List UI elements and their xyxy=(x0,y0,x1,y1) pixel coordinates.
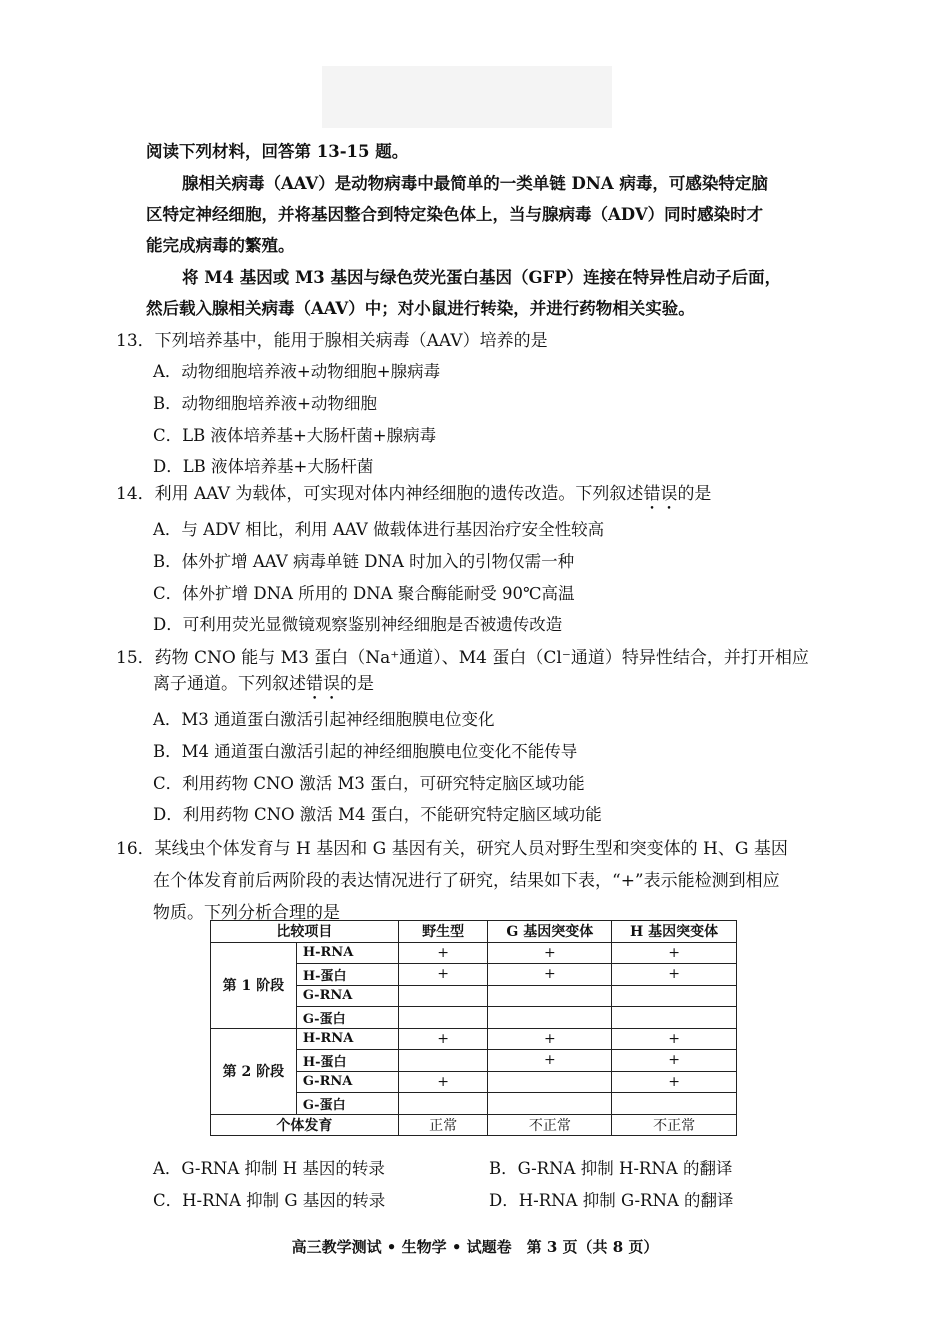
q14-stem-pre: 14．利用 AAV 为载体，可实现对体内神经细胞的遗传改造。下列叙述 xyxy=(116,484,644,504)
header-g-mutant: G 基因突变体 xyxy=(488,921,612,943)
intro-paragraph2-line2: 然后载入腺相关病毒（AAV）中；对小鼠进行转染，并进行药物相关实验。 xyxy=(146,299,695,318)
q16-stem-line2: 在个体发育前后两阶段的表达情况进行了研究，结果如下表，“+”表示能检测到相应 xyxy=(153,871,780,891)
q16-option-c: C．H-RNA 抑制 G 基因的转录 xyxy=(153,1191,386,1210)
cell-wildtype: 正常 xyxy=(398,1114,488,1136)
row-item: H-RNA xyxy=(296,942,398,964)
q15-stem-pre: 离子通道。下列叙述 xyxy=(153,674,306,694)
row-item: H-蛋白 xyxy=(296,964,398,986)
header-h-mutant: H 基因突变体 xyxy=(612,921,737,943)
cell-h-mutant: + xyxy=(612,1071,737,1093)
row-item: G-蛋白 xyxy=(296,1093,398,1115)
cell-g-mutant: + xyxy=(488,1050,612,1072)
q14-option-d: D．可利用荧光显微镜观察鉴别神经细胞是否被遗传改造 xyxy=(153,615,563,634)
q14-stem-post: 的是 xyxy=(677,484,712,504)
cell-g-mutant xyxy=(488,1093,612,1115)
q13-stem: 13．下列培养基中，能用于腺相关病毒（AAV）培养的是 xyxy=(116,331,548,351)
cell-g-mutant xyxy=(488,1071,612,1093)
row-item: G-RNA xyxy=(296,1071,398,1093)
stage-2-label: 第 2 阶段 xyxy=(211,1028,297,1114)
page-footer: 高三教学测试 • 生物学 • 试题卷 第 3 页（共 8 页） xyxy=(291,1238,659,1256)
cell-h-mutant: + xyxy=(612,942,737,964)
q15-stem-line2 xyxy=(153,669,374,704)
cell-wildtype xyxy=(398,1050,488,1072)
cell-g-mutant xyxy=(488,985,612,1007)
intro-paragraph1-line1: 腺相关病毒（AAV）是动物病毒中最简单的一类单链 DNA 病毒，可感染特定脑 xyxy=(182,174,768,193)
q13-option-d: D．LB 液体培养基+大肠杆菌 xyxy=(153,457,374,476)
cell-h-mutant: + xyxy=(612,1028,737,1050)
cell-h-mutant: + xyxy=(612,1050,737,1072)
cell-h-mutant xyxy=(612,1093,737,1115)
header-item: 比较项目 xyxy=(211,921,399,943)
header-wildtype: 野生型 xyxy=(398,921,488,943)
table-row xyxy=(211,1028,737,1050)
q14-option-a: A．与 ADV 相比，利用 AAV 做载体进行基因治疗安全性较高 xyxy=(153,520,605,539)
cell-wildtype: + xyxy=(398,964,488,986)
q13-option-c: C．LB 液体培养基+大肠杆菌+腺病毒 xyxy=(153,426,437,445)
intro-heading: 阅读下列材料，回答第 13-15 题。 xyxy=(146,142,409,161)
cell-h-mutant xyxy=(612,985,737,1007)
intro-paragraph2-line1: 将 M4 基因或 M3 基因与绿色荧光蛋白基因（GFP）连接在特异性启动子后面， xyxy=(182,268,782,287)
q15-option-d: D．利用药物 CNO 激活 M4 蛋白，不能研究特定脑区域功能 xyxy=(153,805,602,824)
cell-g-mutant: 不正常 xyxy=(488,1114,612,1136)
q15-option-a: A．M3 通道蛋白激活引起神经细胞膜电位变化 xyxy=(153,710,495,729)
row-item: G-RNA xyxy=(296,985,398,1007)
q15-stem-emphasis: 错误 xyxy=(306,674,340,694)
q14-stem xyxy=(116,479,711,514)
blurred-header-region xyxy=(322,66,612,128)
q13-option-b: B．动物细胞培养液+动物细胞 xyxy=(153,394,377,413)
q15-stem-post: 的是 xyxy=(340,674,374,694)
q15-option-c: C．利用药物 CNO 激活 M3 蛋白，可研究特定脑区域功能 xyxy=(153,774,585,793)
cell-wildtype: + xyxy=(398,1071,488,1093)
cell-h-mutant: + xyxy=(612,964,737,986)
cell-wildtype: + xyxy=(398,1028,488,1050)
cell-wildtype xyxy=(398,985,488,1007)
q14-option-b: B．体外扩增 AAV 病毒单链 DNA 时加入的引物仅需一种 xyxy=(153,552,575,571)
row-item: G-蛋白 xyxy=(296,1007,398,1029)
table-row-development xyxy=(211,1114,737,1136)
row-item: H-蛋白 xyxy=(296,1050,398,1072)
q14-stem-emphasis: 错误 xyxy=(643,484,678,504)
q15-option-b: B．M4 通道蛋白激活引起的神经细胞膜电位变化不能传导 xyxy=(153,742,578,761)
cell-g-mutant xyxy=(488,1007,612,1029)
cell-h-mutant: 不正常 xyxy=(612,1114,737,1136)
cell-g-mutant: + xyxy=(488,942,612,964)
development-label: 个体发育 xyxy=(211,1114,399,1136)
cell-wildtype: + xyxy=(398,942,488,964)
cell-g-mutant: + xyxy=(488,964,612,986)
q16-option-d: D．H-RNA 抑制 G-RNA 的翻译 xyxy=(489,1191,734,1210)
cell-wildtype xyxy=(398,1093,488,1115)
q15-stem-line1: 15．药物 CNO 能与 M3 蛋白（Na⁺通道）、M4 蛋白（Cl⁻通道）特异性结合，并打开相应 xyxy=(116,648,809,668)
q13-option-a: A．动物细胞培养液+动物细胞+腺病毒 xyxy=(153,362,441,381)
q16-stem-line3: 物质。下列分析合理的是 xyxy=(153,903,340,923)
intro-paragraph1-line2: 区特定神经细胞，并将基因整合到特定染色体上，当与腺病毒（ADV）同时感染时才 xyxy=(146,205,764,224)
stage-1-label: 第 1 阶段 xyxy=(211,942,297,1028)
row-item: H-RNA xyxy=(296,1028,398,1050)
expression-table xyxy=(210,920,737,1136)
table-header-row xyxy=(211,921,737,943)
table-row xyxy=(211,942,737,964)
q16-option-b: B．G-RNA 抑制 H-RNA 的翻译 xyxy=(489,1159,733,1178)
q16-stem-line1: 16．某线虫个体发育与 H 基因和 G 基因有关，研究人员对野生型和突变体的 H、G 基因 xyxy=(116,839,788,859)
q14-option-c: C．体外扩增 DNA 所用的 DNA 聚合酶能耐受 90℃高温 xyxy=(153,584,575,603)
cell-h-mutant xyxy=(612,1007,737,1029)
cell-g-mutant: + xyxy=(488,1028,612,1050)
intro-paragraph1-line3: 能完成病毒的繁殖。 xyxy=(146,236,295,255)
cell-wildtype xyxy=(398,1007,488,1029)
q16-option-a: A．G-RNA 抑制 H 基因的转录 xyxy=(153,1159,385,1178)
